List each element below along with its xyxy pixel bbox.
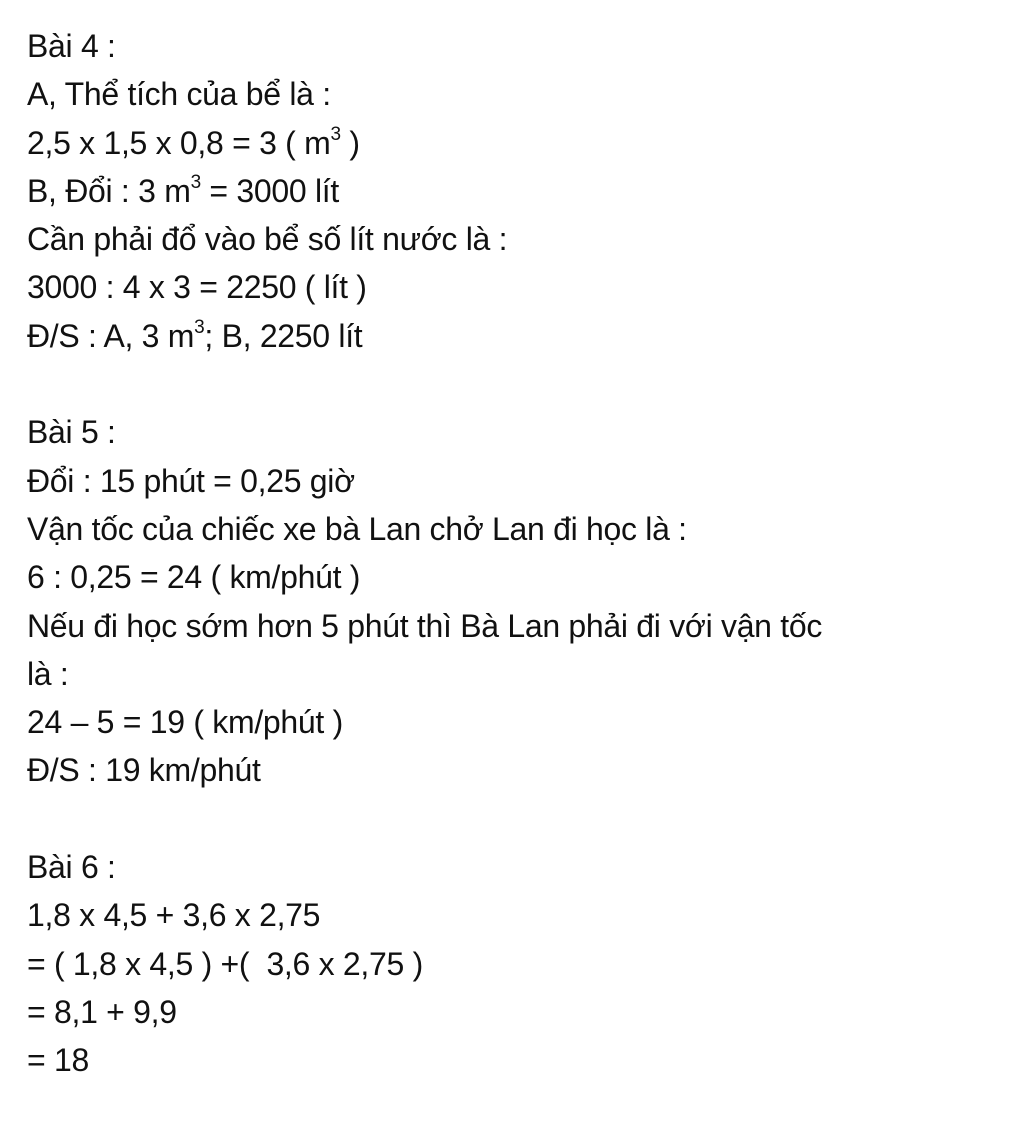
- exercise-5-early-calculation: 24 – 5 = 19 ( km/phút ): [27, 704, 343, 741]
- exercise-4-title: Bài 4 :: [27, 28, 116, 64]
- exercise-5-title: Bài 5 :: [27, 414, 116, 451]
- exercise-4-part-b-conversion: [27, 167, 997, 215]
- answer-4-text: Đ/S : A, 3 m: [27, 317, 195, 354]
- exercise-5-conversion: Đổi : 15 phút = 0,25 giờ: [27, 462, 355, 499]
- volume-calc-close: ): [340, 124, 360, 161]
- exercise-5-speed-calculation: 6 : 0,25 = 24 ( km/phút ): [27, 559, 361, 596]
- exercise-6-step-2: = 8,1 + 9,9: [27, 993, 177, 1030]
- exercise-4-water-calculation: 3000 : 4 x 3 = 2250 ( lít ): [27, 269, 367, 306]
- exercise-4-water-question: Cần phải đổ vào bể số lít nước là :: [27, 221, 508, 258]
- exercise-6-step-1: = ( 1,8 x 4,5 ) +( 3,6 x 2,75 ): [27, 945, 423, 982]
- exercise-5-speed-question: Vận tốc của chiếc xe bà Lan chở Lan đi học là :: [27, 510, 687, 547]
- exercise-5: [27, 408, 997, 794]
- exercise-6-step-3: = 18: [27, 1042, 89, 1079]
- volume-calc-text: 2,5 x 1,5 x 0,8 = 3 ( m: [27, 124, 331, 161]
- conversion-result: = 3000 lít: [200, 172, 339, 209]
- exercise-6-expression: 1,8 x 4,5 + 3,6 x 2,75: [27, 897, 321, 934]
- exercise-4-answer: [27, 312, 997, 360]
- conversion-text: B, Đổi : 3 m: [27, 172, 191, 209]
- solution-document: [27, 22, 997, 1085]
- conversion-exponent: 3: [190, 171, 201, 193]
- spacer: [27, 360, 997, 408]
- exercise-4-part-a-heading: A, Thể tích của bể là :: [27, 76, 331, 113]
- exercise-5-answer: Đ/S : 19 km/phút: [27, 752, 261, 789]
- exercise-4-volume-calculation: [27, 119, 997, 167]
- answer-4-rest: ; B, 2250 lít: [204, 317, 363, 354]
- volume-calc-exponent: 3: [330, 123, 341, 145]
- exercise-5-early-question: Nếu đi học sớm hơn 5 phút thì Bà Lan phải đi với vận tốc: [27, 607, 823, 644]
- exercise-6-title: Bài 6 :: [27, 849, 116, 886]
- exercise-6: [27, 843, 997, 1084]
- spacer: [27, 795, 997, 843]
- exercise-4: [27, 22, 997, 360]
- answer-4-exponent: 3: [194, 316, 205, 338]
- exercise-5-early-question-cont: là :: [27, 655, 69, 692]
